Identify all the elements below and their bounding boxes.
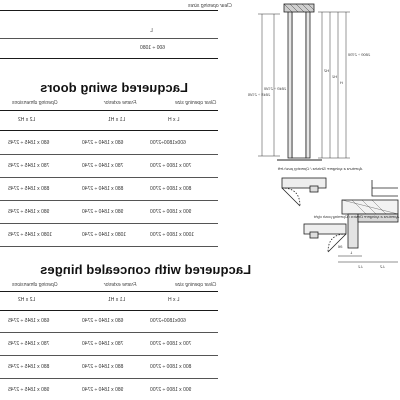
plan-left-frame xyxy=(282,178,326,188)
cell-opening-dimensions: 680 x 1845 ÷ 2745 xyxy=(8,318,50,324)
dim-h2: H2 xyxy=(324,68,330,73)
jamb-section-2 xyxy=(306,8,310,158)
row-divider xyxy=(0,378,218,379)
cell-frame-exterior: 980 x 1840 ÷ 2740 xyxy=(82,209,124,215)
top-table-caption: Clear opening sizes xyxy=(188,3,232,9)
swing-header-clear-opening: Clear opening size xyxy=(175,100,217,106)
dim-l1: L1 xyxy=(358,264,363,269)
cell-clear-opening: 700 x 1800 ÷ 2700 xyxy=(150,163,192,169)
dim-width: 96 xyxy=(338,244,343,249)
row-divider xyxy=(0,200,218,201)
row-divider xyxy=(0,223,218,224)
dim-1845: 1845 ÷ 2745 xyxy=(248,92,271,97)
hinges-header-l1xh1: L1 x H1 xyxy=(108,297,126,303)
row-divider xyxy=(0,355,218,356)
swing-header-rule xyxy=(0,110,218,111)
row-divider xyxy=(0,332,218,333)
dim-1800: 1800 ÷ 2700 xyxy=(348,52,371,57)
label-push-right: Apertura a spingere Destra / Opening push right xyxy=(314,214,400,219)
cell-frame-exterior: 880 x 1840 ÷ 2740 xyxy=(82,186,124,192)
cell-opening-dimensions: 880 x 1845 ÷ 2745 xyxy=(8,186,50,192)
swing-header-lxh: L x H xyxy=(168,117,180,123)
dim-h1: H1 xyxy=(332,74,338,79)
cell-clear-opening: 1000 x 1800 ÷ 2700 xyxy=(150,232,195,238)
hinges-header-lxh: L x H xyxy=(168,297,180,303)
row-divider xyxy=(0,154,218,155)
wall-top xyxy=(284,4,314,12)
dim-1840: 1840 ÷ 2740 xyxy=(264,86,287,91)
hinges-table-title: Lacquered with concealed hinges xyxy=(40,262,252,277)
cell-opening-dimensions: 780 x 1845 ÷ 2745 xyxy=(8,163,50,169)
jamb-section xyxy=(288,8,292,158)
door-section-drawing xyxy=(222,0,400,400)
cell-clear-opening: 800 x 1800 ÷ 2700 xyxy=(150,186,192,192)
cell-frame-exterior: 780 x 1840 ÷ 2740 xyxy=(82,163,124,169)
cell-frame-exterior: 680 x 1840 ÷ 2740 xyxy=(82,318,124,324)
cell-clear-opening: 600x1800÷2700 xyxy=(150,318,186,324)
cell-frame-exterior: 680 x 1840 ÷ 2740 xyxy=(82,140,124,146)
top-table-rule-2 xyxy=(0,38,218,39)
cell-frame-exterior: 780 x 1840 ÷ 2740 xyxy=(82,341,124,347)
top-table-rule-3 xyxy=(0,58,218,59)
hinges-header-rule-2 xyxy=(0,310,218,311)
technical-drawing xyxy=(222,0,400,400)
cell-frame-exterior: 1080 x 1840 ÷ 2740 xyxy=(82,232,127,238)
swing-table-title: Lacquered swing doors xyxy=(40,80,189,95)
hinges-header-l2xh2: L2 x H2 xyxy=(18,297,36,303)
cell-opening-dimensions: 1080 x 1845 ÷ 2745 xyxy=(8,232,53,238)
top-table-col-l: L xyxy=(150,28,153,34)
top-table-range: 600 ÷ 1080 xyxy=(140,45,165,51)
swing-header-l1xh1: L1 x H1 xyxy=(108,117,126,123)
cell-clear-opening: 800 x 1800 ÷ 2700 xyxy=(150,364,192,370)
swing-header-opening-dimensions: Opening dimensions xyxy=(12,100,58,106)
cell-opening-dimensions: 680 x 1845 ÷ 2745 xyxy=(8,140,50,146)
cell-opening-dimensions: 780 x 1845 ÷ 2745 xyxy=(8,341,50,347)
cell-clear-opening: 700 x 1800 ÷ 2700 xyxy=(150,341,192,347)
top-table-rule xyxy=(0,10,218,11)
dim-l2: L2 xyxy=(380,264,385,269)
hinges-header-clear-opening: Clear opening size xyxy=(175,282,217,288)
dim-l: L xyxy=(350,250,353,255)
hinges-header-rule xyxy=(0,291,218,292)
cell-clear-opening: 900 x 1800 ÷ 2700 xyxy=(150,209,192,215)
row-divider xyxy=(0,246,218,247)
hinges-header-frame-exterior: Frame exterior xyxy=(104,282,137,288)
cell-frame-exterior: 880 x 1840 ÷ 2740 xyxy=(82,364,124,370)
cell-clear-opening: 900 x 1800 ÷ 2700 xyxy=(150,387,192,393)
label-push-left: Apertura a spingere Sinistra / Opening push left xyxy=(278,166,363,171)
cell-frame-exterior: 980 x 1840 ÷ 2740 xyxy=(82,387,124,393)
swing-header-l2xh2: L2 x H2 xyxy=(18,117,36,123)
detail-jamb xyxy=(348,214,358,248)
hinges-header-opening-dimensions: Opening dimensions xyxy=(12,282,58,288)
cell-clear-opening: 600x1800÷2700 xyxy=(150,140,186,146)
cell-opening-dimensions: 980 x 1845 ÷ 2745 xyxy=(8,387,50,393)
dim-h: H xyxy=(340,80,343,85)
door-leaf-section xyxy=(292,8,306,158)
cell-opening-dimensions: 880 x 1845 ÷ 2745 xyxy=(8,364,50,370)
swing-header-frame-exterior: Frame exterior xyxy=(104,100,137,106)
swing-header-rule-2 xyxy=(0,130,218,131)
row-divider xyxy=(0,177,218,178)
cell-opening-dimensions: 980 x 1845 ÷ 2745 xyxy=(8,209,50,215)
